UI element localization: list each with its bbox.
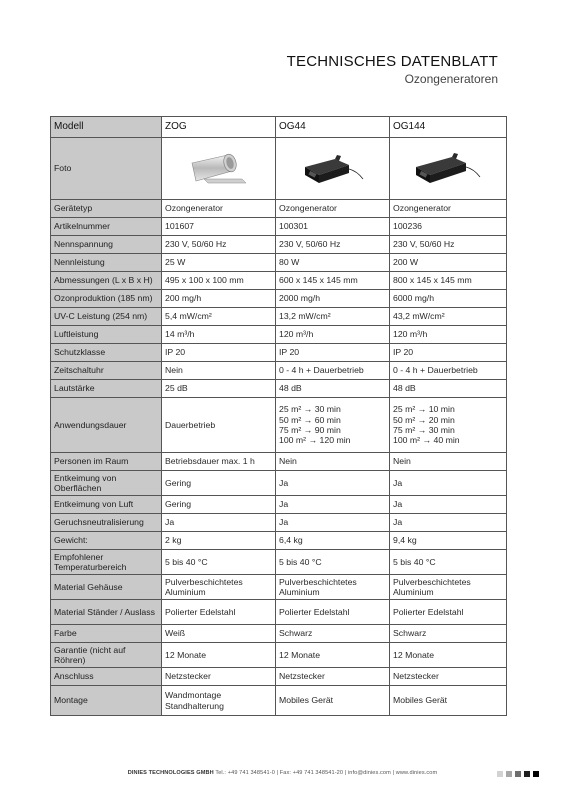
photo-cell-og144	[390, 138, 507, 200]
table-row-farbe	[51, 625, 507, 643]
cell-zog: Nein	[162, 362, 276, 380]
table-row-material-st-nder-auslass	[51, 600, 507, 625]
model-name-og144: OG144	[390, 117, 507, 138]
row-label: Modell	[51, 117, 162, 138]
cell-line: 25 m² → 30 min	[279, 404, 341, 415]
cell-og44: 13,2 mW/cm²	[276, 308, 390, 326]
footer-company: DINIES TECHNOLOGIES GMBH	[127, 770, 214, 776]
cell-og44: Pulverbeschichtetes Aluminium	[276, 575, 390, 600]
photo-cell-og44	[276, 138, 390, 200]
cell-zog: 5 bis 40 °C	[162, 550, 276, 575]
document-header	[287, 53, 498, 86]
row-label: Garantie (nicht auf Röhren)	[51, 643, 162, 668]
table-row-anschluss	[51, 668, 507, 686]
cell-zog: 12 Monate	[162, 643, 276, 668]
cell-og44: 100301	[276, 218, 390, 236]
table-row-entkeimung-von-oberfl-chen	[51, 471, 507, 496]
table-row-ger-tetyp	[51, 200, 507, 218]
cell-og144: 200 W	[390, 254, 507, 272]
zog-device-image	[184, 149, 254, 189]
row-label: Nennleistung	[51, 254, 162, 272]
color-squares	[497, 771, 539, 777]
cell-og144: Ozongenerator	[390, 200, 507, 218]
cell-og44: 600 x 145 x 145 mm	[276, 272, 390, 290]
cell-og44: 12 Monate	[276, 643, 390, 668]
cell-line: Wandmontage	[165, 690, 222, 701]
model-name-og44: OG44	[276, 117, 390, 138]
cell-line: Standhalterung	[165, 700, 224, 711]
table-row-abmessungen-l-x-b-x-h	[51, 272, 507, 290]
cell-zog: Ozongenerator	[162, 200, 276, 218]
cell-line: 100 m² → 120 min	[279, 435, 351, 446]
cell-og144: 48 dB	[390, 380, 507, 398]
cell-zog: 101607	[162, 218, 276, 236]
document-subtitle: Ozongeneratoren	[404, 72, 498, 86]
cell-line: 75 m² → 90 min	[279, 425, 341, 435]
cell-zog: 2 kg	[162, 532, 276, 550]
table-row-montage	[51, 686, 507, 716]
table-row-material-geh-use	[51, 575, 507, 600]
table-row-schutzklasse	[51, 344, 507, 362]
row-label: Material Ständer / Auslass	[51, 600, 162, 625]
cell-zog: Betriebsdauer max. 1 h	[162, 453, 276, 471]
cell-og44: Nein	[276, 453, 390, 471]
row-label: Nennspannung	[51, 236, 162, 254]
cell-og44: 230 V, 50/60 Hz	[276, 236, 390, 254]
og44-device-image	[295, 149, 371, 189]
cell-og44: 5 bis 40 °C	[276, 550, 390, 575]
table-row-zeitschaltuhr	[51, 362, 507, 380]
cell-og144	[390, 398, 507, 453]
cell-og44: 48 dB	[276, 380, 390, 398]
cell-zog: 200 mg/h	[162, 290, 276, 308]
cell-zog: 25 dB	[162, 380, 276, 398]
cell-og44: Ja	[276, 471, 390, 496]
table-row-empfohlener-temperaturbereich	[51, 550, 507, 575]
cell-og44: Ja	[276, 496, 390, 514]
row-label: Personen im Raum	[51, 453, 162, 471]
cell-og144: 5 bis 40 °C	[390, 550, 507, 575]
cell-og144: 100236	[390, 218, 507, 236]
cell-og144: 230 V, 50/60 Hz	[390, 236, 507, 254]
cell-zog: 230 V, 50/60 Hz	[162, 236, 276, 254]
cell-zog: 14 m³/h	[162, 326, 276, 344]
cell-og144: 0 - 4 h + Dauerbetrieb	[390, 362, 507, 380]
cell-zog: Gering	[162, 471, 276, 496]
cell-og144: 43,2 mW/cm²	[390, 308, 507, 326]
color-square	[515, 771, 521, 777]
color-square	[533, 771, 539, 777]
cell-og44	[276, 398, 390, 453]
cell-og44: Mobiles Gerät	[276, 686, 390, 716]
cell-og44: 6,4 kg	[276, 532, 390, 550]
row-label: Lautstärke	[51, 380, 162, 398]
cell-og144: Netzstecker	[390, 668, 507, 686]
row-label: Ozonproduktion (185 nm)	[51, 290, 162, 308]
table-row-nennspannung	[51, 236, 507, 254]
cell-zog: Dauerbetrieb	[162, 398, 276, 453]
table-row-anwendungsdauer	[51, 398, 507, 453]
table-row-photo	[51, 138, 507, 200]
cell-og144: Ja	[390, 514, 507, 532]
cell-og44: IP 20	[276, 344, 390, 362]
photo-cell-zog	[162, 138, 276, 200]
row-label: Abmessungen (L x B x H)	[51, 272, 162, 290]
row-label: Zeitschaltuhr	[51, 362, 162, 380]
color-square	[524, 771, 530, 777]
cell-og44: Polierter Edelstahl	[276, 600, 390, 625]
row-label: Gewicht:	[51, 532, 162, 550]
row-label: Entkeimung von Luft	[51, 496, 162, 514]
cell-zog: Polierter Edelstahl	[162, 600, 276, 625]
color-square	[506, 771, 512, 777]
cell-og44: Ja	[276, 514, 390, 532]
cell-line: 75 m² → 30 min	[393, 425, 455, 435]
table-row-garantie-nicht-auf-r-hren	[51, 643, 507, 668]
cell-og44: 120 m³/h	[276, 326, 390, 344]
cell-og144: Ja	[390, 496, 507, 514]
table-row-uv-c-leistung-254-nm	[51, 308, 507, 326]
cell-og144: Mobiles Gerät	[390, 686, 507, 716]
cell-zog: Ja	[162, 514, 276, 532]
table-row-geruchsneutralisierung	[51, 514, 507, 532]
cell-og144: 120 m³/h	[390, 326, 507, 344]
cell-og44: Schwarz	[276, 625, 390, 643]
og144-device-image	[408, 149, 488, 189]
cell-zog: 25 W	[162, 254, 276, 272]
row-label: Farbe	[51, 625, 162, 643]
table-row-lautst-rke	[51, 380, 507, 398]
row-label: Foto	[51, 138, 162, 200]
cell-og144: 6000 mg/h	[390, 290, 507, 308]
table-row-entkeimung-von-luft	[51, 496, 507, 514]
cell-og44: Ozongenerator	[276, 200, 390, 218]
color-square	[497, 771, 503, 777]
row-label: Schutzklasse	[51, 344, 162, 362]
cell-og144: 800 x 145 x 145 mm	[390, 272, 507, 290]
row-label: Montage	[51, 686, 162, 716]
cell-og144: Ja	[390, 471, 507, 496]
cell-zog: 5,4 mW/cm²	[162, 308, 276, 326]
table-row-luftleistung	[51, 326, 507, 344]
footer	[0, 770, 565, 776]
row-label: Empfohlener Temperaturbereich	[51, 550, 162, 575]
cell-og144: Pulverbeschichtetes Aluminium	[390, 575, 507, 600]
cell-og44: 80 W	[276, 254, 390, 272]
table-row-nennleistung	[51, 254, 507, 272]
spec-table	[50, 116, 507, 716]
cell-line: 100 m² → 40 min	[393, 435, 460, 446]
row-label: Artikelnummer	[51, 218, 162, 236]
row-label: Gerätetyp	[51, 200, 162, 218]
cell-og144: 9,4 kg	[390, 532, 507, 550]
cell-og144: Schwarz	[390, 625, 507, 643]
row-label: Anschluss	[51, 668, 162, 686]
model-name-zog: ZOG	[162, 117, 276, 138]
cell-og144: Nein	[390, 453, 507, 471]
cell-zog: 495 x 100 x 100 mm	[162, 272, 276, 290]
cell-og44: 2000 mg/h	[276, 290, 390, 308]
row-label: Entkeimung von Oberflächen	[51, 471, 162, 496]
row-label: Luftleistung	[51, 326, 162, 344]
cell-og144: Polierter Edelstahl	[390, 600, 507, 625]
cell-zog	[162, 686, 276, 716]
cell-zog: Gering	[162, 496, 276, 514]
table-row-gewicht	[51, 532, 507, 550]
cell-zog: IP 20	[162, 344, 276, 362]
row-label: UV-C Leistung (254 nm)	[51, 308, 162, 326]
row-label: Geruchsneutralisierung	[51, 514, 162, 532]
cell-line: 50 m² → 60 min	[279, 414, 341, 425]
table-row-personen-im-raum	[51, 453, 507, 471]
cell-line: 50 m² → 20 min	[393, 414, 455, 425]
row-label: Material Gehäuse	[51, 575, 162, 600]
cell-og144: IP 20	[390, 344, 507, 362]
table-row-ozonproduktion-185-nm	[51, 290, 507, 308]
table-row-model	[51, 117, 507, 138]
cell-og144: 12 Monate	[390, 643, 507, 668]
cell-zog: Netzstecker	[162, 668, 276, 686]
cell-zog: Weiß	[162, 625, 276, 643]
cell-line: 25 m² → 10 min	[393, 404, 455, 415]
table-row-artikelnummer	[51, 218, 507, 236]
cell-zog: Pulverbeschichtetes Aluminium	[162, 575, 276, 600]
cell-og44: 0 - 4 h + Dauerbetrieb	[276, 362, 390, 380]
cell-og44: Netzstecker	[276, 668, 390, 686]
document-title: TECHNISCHES DATENBLATT	[286, 53, 498, 70]
footer-contact: Tel.: +49 741 348541-0 | Fax: +49 741 348541-20 | info@dinies.com | www.dinies.com	[215, 770, 438, 776]
row-label: Anwendungsdauer	[51, 398, 162, 453]
